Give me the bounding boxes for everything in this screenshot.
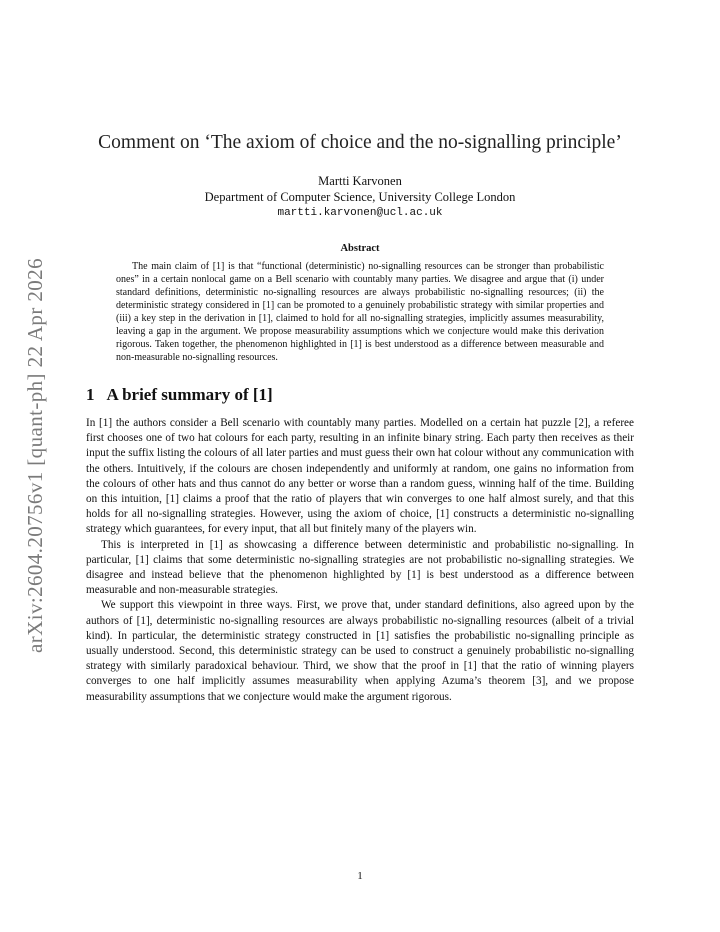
page-content: [86, 130, 634, 705]
page-number: 1: [357, 870, 363, 882]
body-paragraph: We support this viewpoint in three ways. First, we prove that, under standard definitions, also agreed upon by the authors of [1], deterministic no-signalling resources are always probabilistic no-signalling resources (albeit of a trivial kind). In particular, the deterministic strategy constructed in [1] satisfies the probabilistic no-signalling principle as usually understood. Second, this deterministic strategy can be used to construct a genuinely probabilistic no-signalling strategy with similarly paradoxical behaviour. Third, we show that the proof in [1] that the ratio of winning players converges to one half implicitly assumes measurability when applying Azuma’s theorem [3], and we propose measurability assumptions that we conjecture would make the argument rigorous.: [86, 599, 634, 703]
author-block: [86, 173, 634, 221]
author-email[interactable]: martti.karvonen@ucl.ac.uk: [277, 207, 443, 219]
body-paragraph: In [1] the authors consider a Bell scenario with countably many parties. Modelled on a certain hat puzzle [2], a referee first chooses one of two hat colours for each party, resulting in an infinite binary string. Each party then receives as their input the suffix listing the colours of all later parties and must guess their own hat colour without any communication with the others. Intuitively, if the colours are chosen independently and uniformly at random, one gains no information from the colours of other hats and thus cannot do any better or worse than a random guess, winning half of the time. Building on this intuition, [1] claims a proof that the ratio of players that win converges to one half almost surely, and that this holds for all no-signalling strategies. However, using the axiom of choice, [1] constructs a deterministic no-signalling strategy which guarantees, for every input, that all but finitely many of the players win.: [86, 417, 634, 536]
section-title: A brief summary of [1]: [106, 385, 273, 404]
author-name: Martti Karvonen: [318, 174, 402, 188]
abstract: [116, 243, 604, 364]
section-heading: [86, 384, 634, 406]
section-number: 1: [86, 385, 95, 404]
arxiv-stamp: [8, 245, 62, 665]
abstract-heading: Abstract: [340, 243, 380, 254]
abstract-text: The main claim of [1] is that “functional (deterministic) no-signalling resources can be stronger than probabilistic ones” in a certain nonlocal game on a Bell scenario with countably many parties. We disagree and argue that (i) under standard definitions, deterministic no-signalling resources are always probabilistic no-signalling resources; (ii) the deterministic strategy considered in [1] can be promoted to a genuinely probabilistic strategy with similar properties and (iii) a key step in the derivation in [1], claimed to hold for all no-signalling strategies, implicitly assumes measurability, leaving a gap in the argument. We propose measurability assumptions which we conjecture would make this derivation rigorous. Taken together, the phenomenon highlighted in [1] is best understood as a difference between measurable and non-measurable no-signalling resources.: [116, 261, 604, 363]
author-affiliation: Department of Computer Science, University College London: [204, 190, 516, 204]
paper-title: Comment on ‘The axiom of choice and the no-signalling principle’: [98, 132, 622, 153]
arxiv-stamp-text: arXiv:2604.20756v1 [quant-ph] 22 Apr 2026: [22, 257, 47, 653]
body-paragraph: This is interpreted in [1] as showcasing a difference between deterministic and probabilistic no-signalling. In particular, [1] claims that some deterministic no-signalling strategies are not probabilistic no-signalling strategies. We disagree and instead believe that the phenomenon highlighted by [1] is best understood as a difference between measurable and non-measurable strategies.: [86, 538, 634, 597]
